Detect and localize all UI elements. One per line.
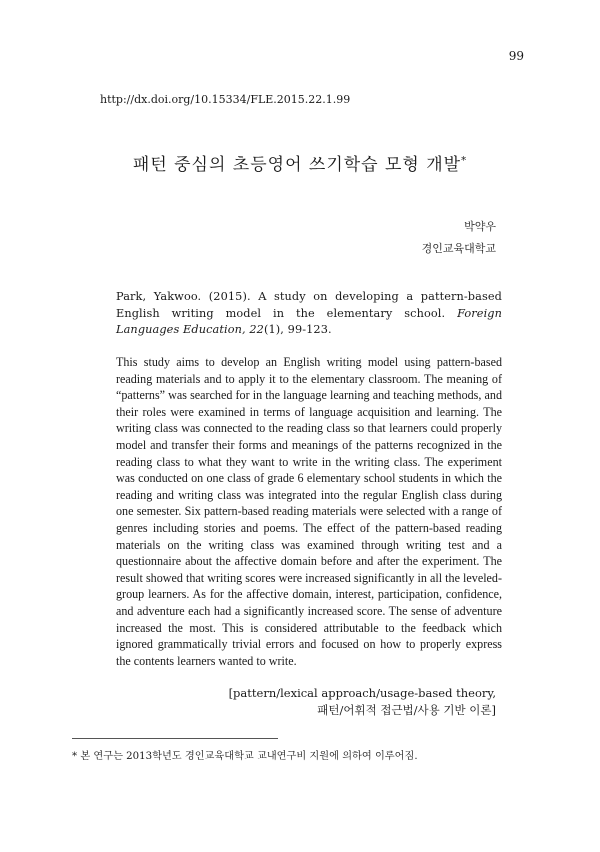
doi-link[interactable]: http://dx.doi.org/10.15334/FLE.2015.22.1.99 bbox=[100, 93, 351, 106]
keywords bbox=[229, 685, 496, 719]
footnote-divider bbox=[72, 738, 278, 739]
title-footnote-marker: * bbox=[461, 155, 468, 167]
footnote: * 본 연구는 2013학년도 경인교육대학교 교내연구비 지원에 의하여 이루어짐. bbox=[72, 751, 418, 762]
citation-suffix: (1), 99-123. bbox=[263, 323, 332, 337]
keywords-english: [pattern/lexical approach/usage-based theory, bbox=[228, 686, 496, 700]
paper-title-text: 패턴 중심의 초등영어 쓰기학습 모형 개발 bbox=[132, 155, 462, 175]
paper-title bbox=[0, 150, 600, 175]
author-name: 박약우 bbox=[464, 220, 496, 233]
page-number: 99 bbox=[508, 49, 524, 63]
citation-journal: Foreign Languages Education, 22 bbox=[116, 306, 502, 337]
keywords-korean: 패턴/어휘적 접근법/사용 기반 이론] bbox=[317, 703, 496, 717]
author-affiliation: 경인교육대학교 bbox=[421, 242, 496, 255]
abstract: This study aims to develop an English writing model using pattern-based reading materials and to apply it to the elementary classroom. The meaning of “patterns” was searched for in the language learning and teaching methods, and their roles were examined in terms of language acquisition and learning. The writing class was connected to the reading class so that learners could properly model and transfer their forms and meanings of the patterns recognized in the reading class to what they want to write in the writing class. The experiment was conducted on one class of grade 6 elementary school students in which the reading and writing class was integrated into the regular English class during one semester. Six pattern-based reading materials were selected with a range of genres including stories and poems. The effect of the pattern-based reading materials on the writing class was examined through writing test and a questionnaire about the affective domain before and after the experiment. The result showed that writing scores were increased significantly in all the leveled-group learners. As for the affective domain, interest, participation, confidence, and adventure each had a significantly increased score. The sense of adventure increased the most. This is considered attributable to the feedback which ignored grammatically trivial errors and focused on how to properly express the contents learners wanted to write. bbox=[116, 355, 502, 668]
author-block bbox=[422, 216, 496, 260]
citation bbox=[116, 289, 502, 339]
citation-prefix: Park, Yakwoo. (2015). A study on developing a pattern-based English writing model in the elementary school. bbox=[116, 290, 502, 320]
